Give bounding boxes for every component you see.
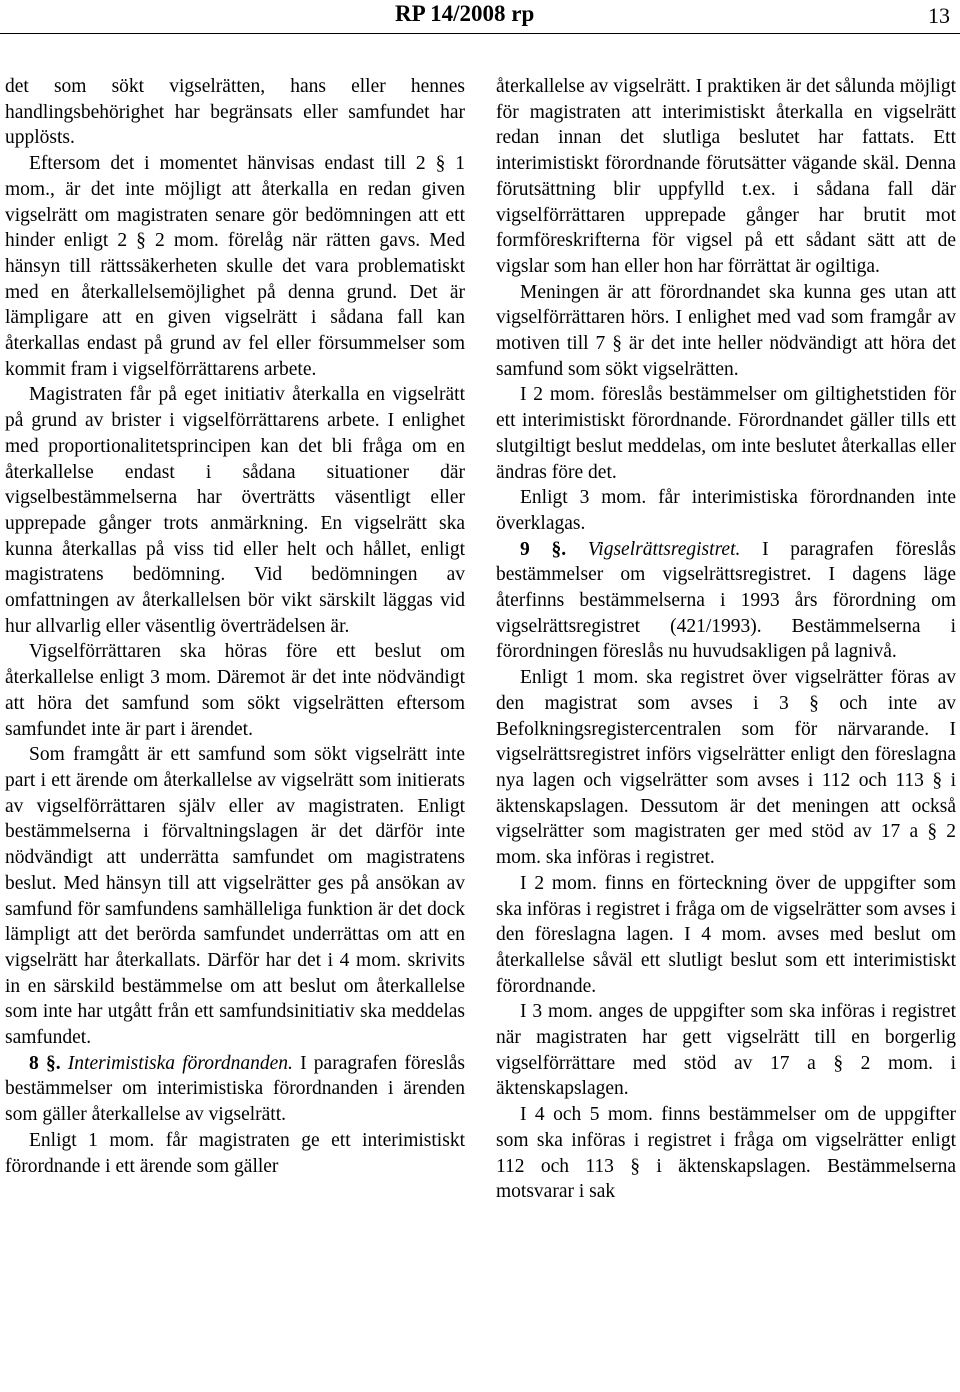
page-header <box>0 0 960 34</box>
paragraph <box>496 537 956 666</box>
body-columns <box>0 74 960 1392</box>
paragraph-text: Som framgått är ett samfund som sökt vigselrätt inte part i ett ärende om återkallelse av vigselrätt som initierats av vigselförrättaren själv eller av magistraten. Enligt bestämmelserna i förvaltningslagen är det därför inte nödvändigt att underrätta samfundet om magistratens beslut. Med hänsyn till att vigselrätter ges på ansökan av samfund för samfundens samhälleliga funktion är det dock lämpligt att det berörda samfundet underrättas om att en vigselrätt har återkallats. Därför har det i 4 mom. skrivits in en särskild bestämmelse om att beslut om återkallelse som inte har utgått från ett samfundsinitiativ ska meddelas samfundet. <box>5 744 465 1049</box>
paragraph <box>5 639 465 742</box>
section-title: Vigselrättsregistret. <box>587 538 741 560</box>
left-column <box>5 74 465 1179</box>
paragraph <box>496 382 956 485</box>
paragraph-text: Eftersom det i momentet hänvisas endast till 2 § 1 mom., är det inte möjligt att återkalla en redan given vigselrätt om magistraten senare gör bedömningen att ett hinder enligt 2 § 2 mom. förelåg när rätten gavs. Med hänsyn till rättssäkerheten skulle det vara problematiskt med en återkallelsemöjlighet på denna grund. Det är lämpligare att en given vigselrätt i sådana fall kan återkallas endast på grund av fel eller försummelser som kommit fram i vigselförrättarens arbete. <box>5 153 465 380</box>
paragraph <box>5 742 465 1050</box>
paragraph-text: återkallelse av vigselrätt. I praktiken är det sålunda möjligt för magistraten att interimistiskt återkalla en vigselrätt redan innan det slutliga beslutet har fattats. Ett interimistiskt förordnande förutsätter vägande skäl. Denna förutsättning blir uppfylld t.ex. i sådana fall där vigselförrättaren upprepade gånger har brutit mot formföreskrifterna för vigsel på ett sådant sätt att de vigslar som han eller hon har förrättat är ogiltiga. <box>496 76 956 277</box>
paragraph <box>5 1051 465 1128</box>
paragraph-text: I 2 mom. föreslås bestämmelser om giltighetstiden för ett interimistiskt förordnande. Förordnandet gäller tills ett slutgiltigt beslut meddelas, om inte beslutet återkallas eller ändras före det. <box>496 384 956 483</box>
document-title: RP 14/2008 rp <box>395 1 535 26</box>
paragraph <box>5 382 465 639</box>
paragraph-text: Enligt 3 mom. får interimistiska förordnanden inte överklagas. <box>496 487 956 534</box>
paragraph <box>496 999 956 1102</box>
section-title: Interimistiska förordnanden. <box>67 1052 293 1074</box>
paragraph-text: I paragrafen föreslås bestämmelser om interimistiska förordnanden i ärenden som gäller återkallelse av vigselrätt. <box>5 1052 465 1126</box>
paragraph <box>5 151 465 382</box>
paragraph-text: Meningen är att förordnandet ska kunna ges utan att vigselförrättaren hörs. I enlighet med vad som framgår av motiven till 7 § är det inte heller nödvändigt att höra det samfund som sökt vigselrätten. <box>496 281 956 380</box>
section-number: 8 §. <box>29 1052 61 1074</box>
paragraph <box>5 1128 465 1179</box>
paragraph <box>496 74 956 280</box>
paragraph-text: I 4 och 5 mom. finns bestämmelser om de uppgifter som ska införas i registret i fråga om vigselrätter enligt 112 och 113 § i äktenskapslagen. Bestämmelserna motsvarar i sak <box>496 1104 956 1203</box>
paragraph <box>496 280 956 383</box>
paragraph <box>5 74 465 151</box>
header-divider <box>0 33 960 34</box>
paragraph-text: Enligt 1 mom. ska registret över vigselrätter föras av den magistrat som avses i 3 § och inte av Befolkningsregistercentralen som för närvarande. I vigselrättsregistret införs vigselrätter enligt den föreslagna nya lagen och vigselrätter som avses i 112 och 113 § i äktenskapslagen. Dessutom är det meningen att också vigselrätter som magistraten ger med stöd av 17 a § 2 mom. ska införas i registret. <box>496 667 956 869</box>
right-column <box>496 74 956 1205</box>
paragraph-text: I 3 mom. anges de uppgifter som ska införas i registret när magistraten har gett vigselrätt till en borgerlig vigselförrättare med stöd av 17 a § 2 mom. i äktenskapslagen. <box>496 1001 956 1100</box>
page-number: 13 <box>928 3 950 28</box>
paragraph-text: I 2 mom. finns en förteckning över de uppgifter som ska införas i registret i fråga om de vigselrätter som avses i den föreslagna lagen. I 4 mom. avses med beslut om återkallelse såväl ett slutligt beslut som ett interimistiskt förordnande. <box>496 872 956 997</box>
paragraph <box>496 665 956 871</box>
paragraph <box>496 871 956 1000</box>
paragraph-text: Magistraten får på eget initiativ återkalla en vigselrätt på grund av brister i vigselförrättarens arbete. I enlighet med proportionalitetsprincipen kan det bli fråga om en återkallelse endast i sådana situationer där vigselbestämmelserna har överträtts väsentligt eller upprepade gånger trots anmärkning. En vigselrätt ska kunna återkallas på viss tid eller helt och hållet, enligt magistratens bedömning. Vid bedömningen av omfattningen av återkallelsen bör vikt särskilt läggas vid hur allvarlig eller väsentlig överträdelsen är. <box>5 384 465 637</box>
paragraph-text: I paragrafen föreslås bestämmelser om vigselrättsregistret. I dagens läge återfinns bestämmelserna i 1993 års förordning om vigselrättsregistret (421/1993). Bestämmelserna i förordningen föreslås nu huvudsakligen på lagnivå. <box>496 538 957 663</box>
paragraph-text: Enligt 1 mom. får magistraten ge ett interimistiskt förordnande i ett ärende som gäller <box>5 1129 465 1177</box>
paragraph-text: Vigselförrättaren ska höras före ett beslut om återkallelse enligt 3 mom. Däremot är det inte nödvändigt att höra det samfund som sökt vigselrätten eftersom samfundet inte är part i ärendet. <box>5 641 465 740</box>
section-number: 9 §. <box>520 538 567 560</box>
paragraph <box>496 485 956 536</box>
paragraph-text: det som sökt vigselrätten, hans eller hennes handlingsbehörighet har begränsats eller samfundet har upplösts. <box>5 76 465 149</box>
paragraph <box>496 1102 956 1205</box>
